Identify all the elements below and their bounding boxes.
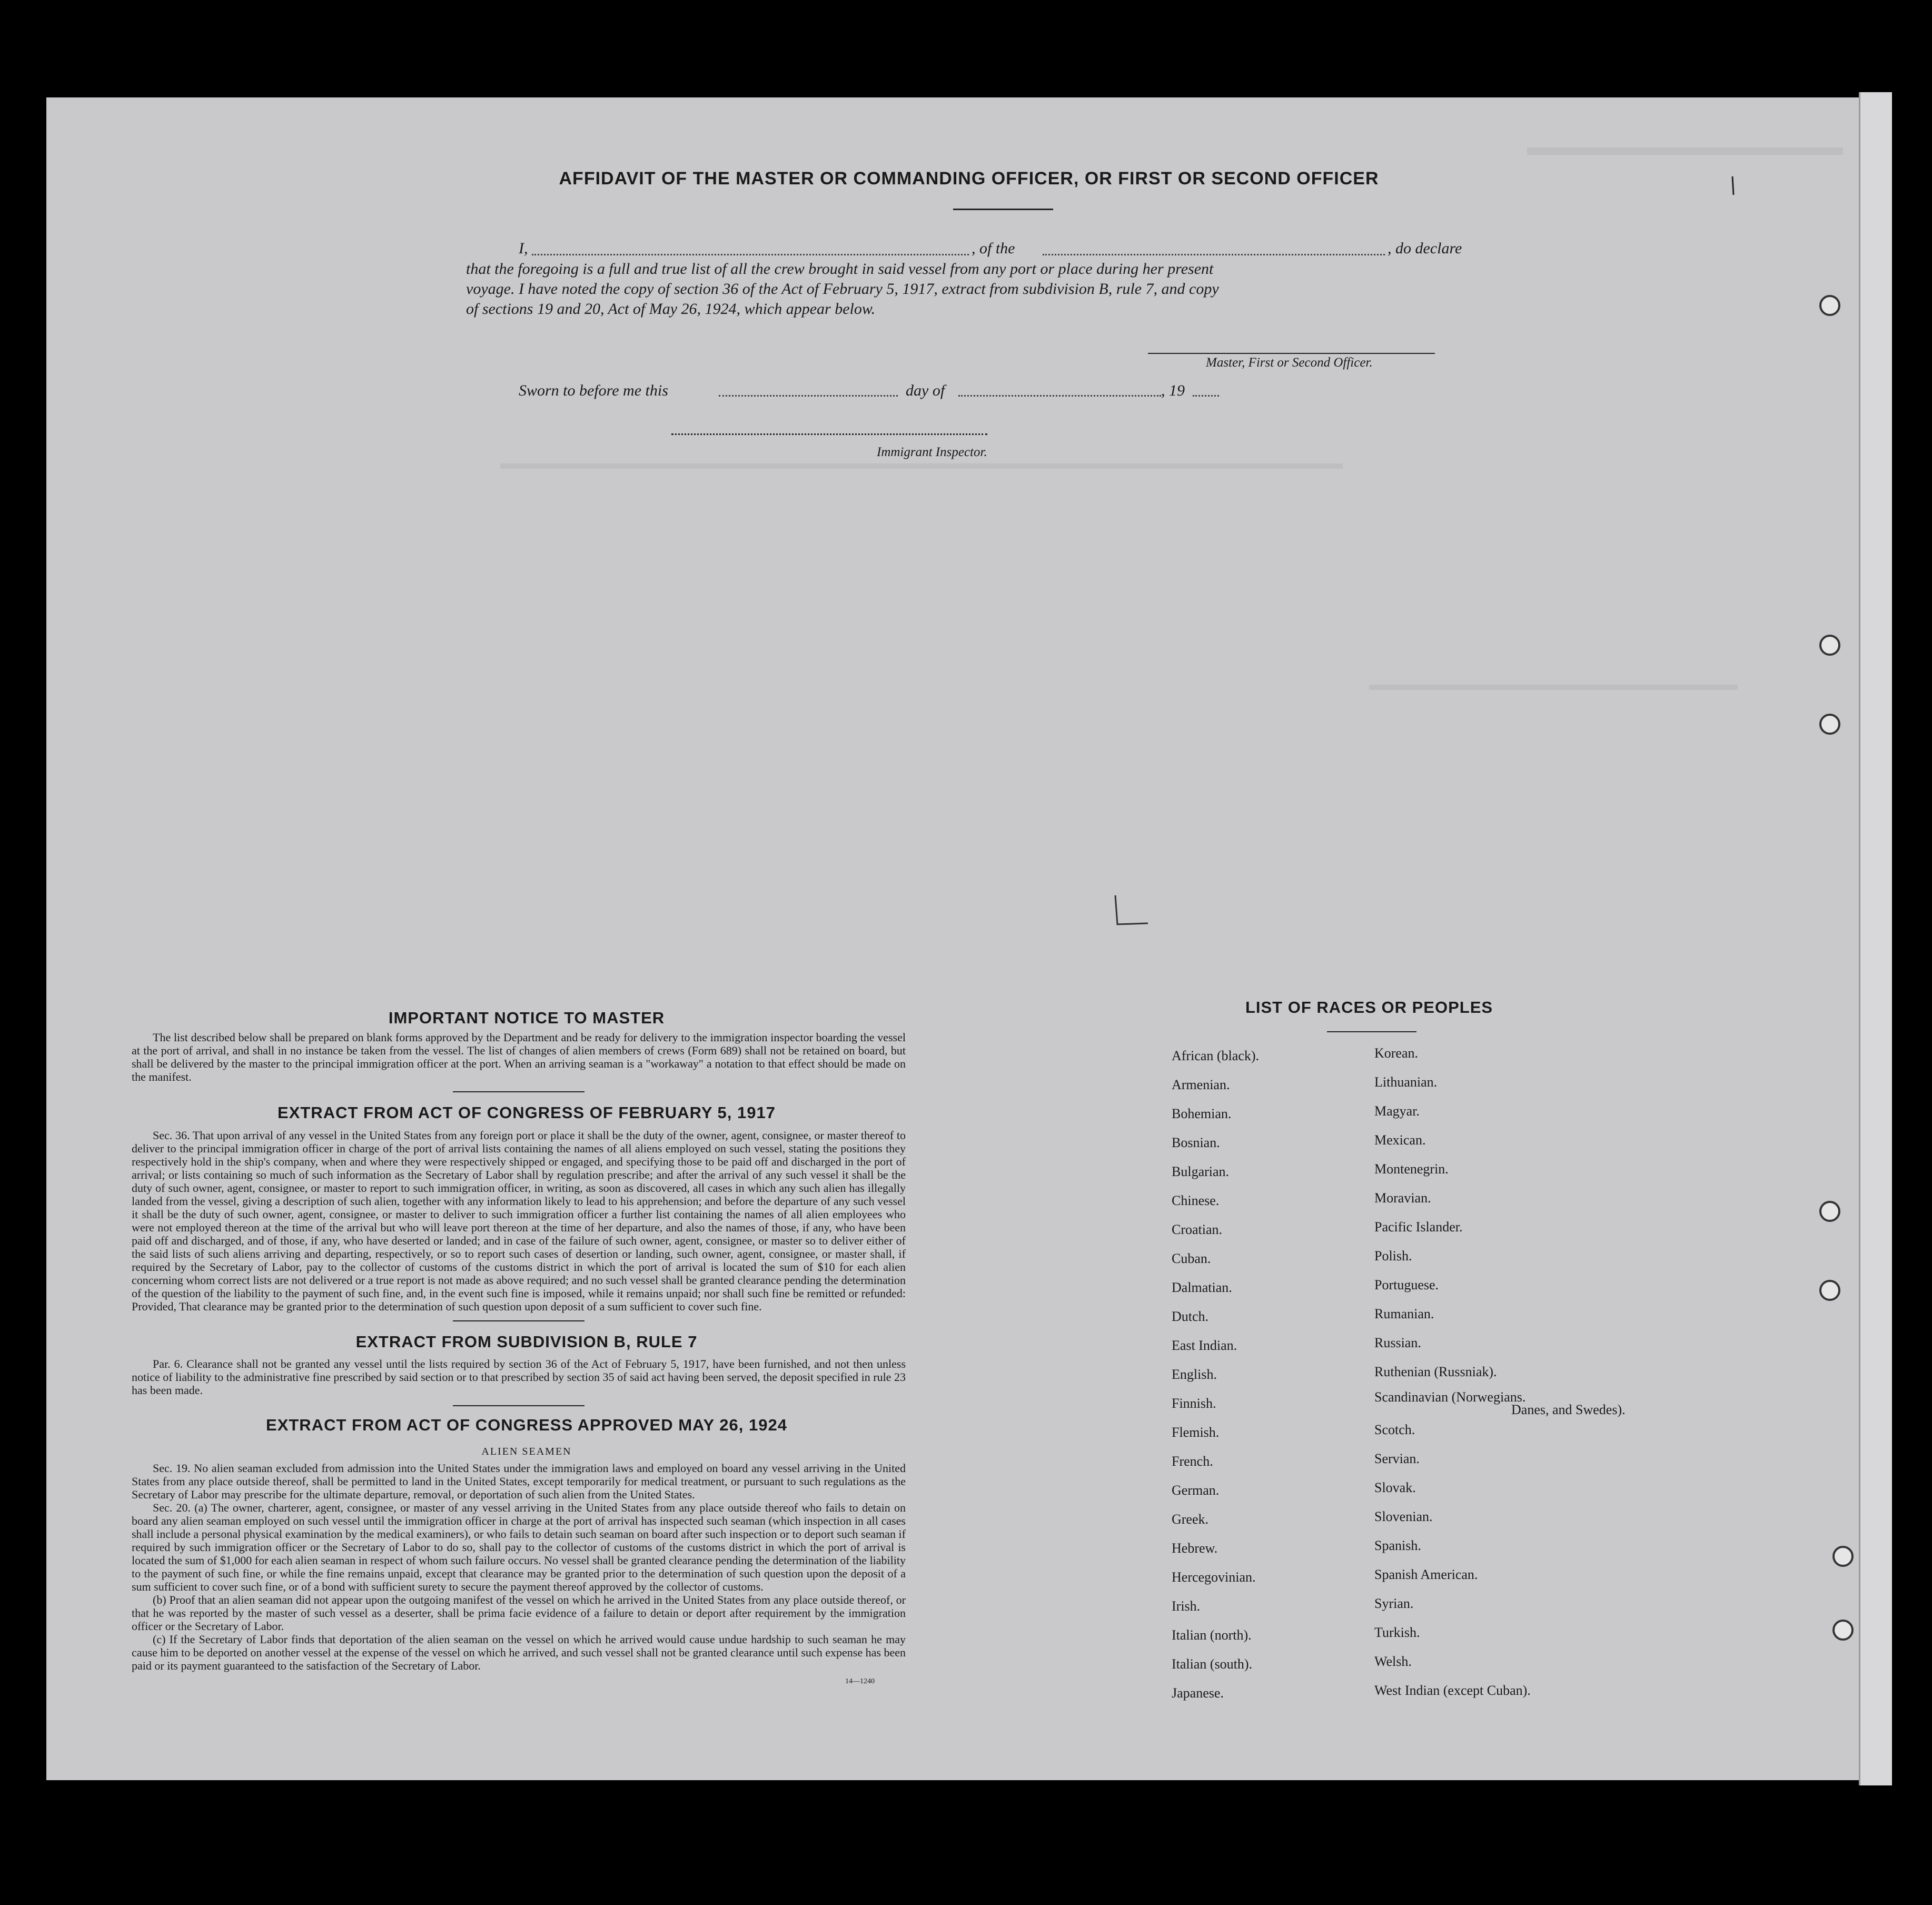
race-item: West Indian (except Cuban).: [1374, 1683, 1531, 1698]
notice-body: The list described below shall be prepared on blank forms approved by the Department and be ready for delivery to the immigration inspector boarding the vessel at the port of arrival, and shall in no instance be taken from the vessel. The list of changes of alien members of crews (Form 689) shall not be retained on board, but shall be delivered by the master to the principal immigration officer at the port. When an arriving seaman is a "workaway" a notation to that effect should be made on the manifest.: [132, 1031, 906, 1083]
title-underline: [953, 209, 1053, 210]
affidavit-i: I,: [519, 240, 528, 257]
punch-hole: [1832, 1620, 1854, 1641]
notice-title: IMPORTANT NOTICE TO MASTER: [388, 1009, 665, 1027]
race-item: African (black).: [1172, 1048, 1260, 1063]
section-divider: [453, 1320, 584, 1321]
punch-hole: [1819, 714, 1840, 735]
race-item: Turkish.: [1374, 1625, 1420, 1640]
year-blank[interactable]: [1193, 395, 1219, 397]
race-item: Korean.: [1374, 1045, 1419, 1061]
extract-1924-title: EXTRACT FROM ACT OF CONGRESS APPROVED MAY 26, 1924: [266, 1416, 787, 1434]
punch-hole: [1832, 1546, 1854, 1567]
section-20c-text: (c) If the Secretary of Labor finds that deportation of the alien seaman on the vessel on which he arrived would cause undue hardship to such seaman he may cause him to be deported on another vessel at the expense of the vessel on which he arrived, and such vessel shall not be granted clearance until such expense has been paid or its payment guaranteed to the satisfaction of the Secretary of Labor.: [132, 1633, 906, 1672]
race-item: Portuguese.: [1374, 1277, 1439, 1292]
section-19-text: Sec. 19. No alien seaman excluded from admission into the United States under the immigration laws and employed on board any vessel arriving in the United States from any place outside thereof, shall be permitted to land in the United States, except temporarily for medical treatment, or pursuant to such regulations as the Secretary of Labor may prescribe for the ultimate departure, removal, or deportation of such alien from the United States.: [132, 1462, 906, 1501]
race-item: Pacific Islander.: [1374, 1219, 1463, 1235]
race-item: Bohemian.: [1172, 1106, 1232, 1121]
master-signature-line[interactable]: [1148, 353, 1435, 354]
race-item: Dalmatian.: [1172, 1280, 1232, 1295]
day-of-text: day of: [906, 382, 945, 399]
race-item: Magyar.: [1374, 1103, 1420, 1119]
race-item: Dutch.: [1172, 1309, 1209, 1324]
day-blank[interactable]: [719, 395, 898, 397]
race-item: Hercegovinian.: [1172, 1570, 1256, 1585]
punch-hole: [1819, 295, 1840, 316]
race-item: Welsh.: [1374, 1654, 1412, 1669]
affidavit-do-declare: , do declare: [1388, 240, 1462, 257]
race-item: Servian.: [1374, 1451, 1420, 1466]
race-item: Russian.: [1374, 1335, 1421, 1350]
race-item: Croatian.: [1172, 1222, 1223, 1237]
race-item: Italian (south).: [1172, 1656, 1253, 1672]
race-item: Italian (north).: [1172, 1627, 1252, 1643]
race-item: Armenian.: [1172, 1077, 1230, 1092]
section-divider: [453, 1405, 584, 1406]
race-item: Cuban.: [1172, 1251, 1211, 1266]
extract-1917-title: EXTRACT FROM ACT OF CONGRESS OF FEBRUARY 5, 1917: [278, 1103, 776, 1122]
alien-seamen-subtitle: ALIEN SEAMEN: [481, 1446, 572, 1457]
race-item: Flemish.: [1172, 1425, 1220, 1440]
race-item: Chinese.: [1172, 1193, 1220, 1208]
race-item: Japanese.: [1172, 1685, 1224, 1701]
bleed-through-mark: [1527, 147, 1843, 155]
race-item-continuation: Danes, and Swedes).: [1511, 1402, 1626, 1417]
page-edge-strip: [1859, 92, 1892, 1785]
race-item: Spanish American.: [1374, 1567, 1478, 1582]
race-item: Bosnian.: [1172, 1135, 1220, 1150]
section-divider: [453, 1091, 584, 1092]
race-item: Rumanian.: [1374, 1306, 1434, 1321]
race-item: Syrian.: [1374, 1596, 1414, 1611]
race-item: Bulgarian.: [1172, 1164, 1230, 1179]
extract-1917-body: Sec. 36. That upon arrival of any vessel in the United States from any foreign port or place it shall be the duty of the owner, agent, consignee, or master thereof to deliver to the principal immigration officer in charge of the port of arrival lists containing the names of all aliens employed on such vessel, stating the positions they respectively hold in the ship's company, when and where they were respectively shipped or engaged, and specifying those to be paid off and discharged in the port of arrival; or lists containing so much of such information as the Secretary of Labor shall by regulation prescribe; and after the arrival of any such vessel it shall be the duty of such owner, agent, consignee, or master to report to such immigration officer, in writing, as soon as discovered, all cases in which any such alien has illegally landed from the vessel, giving a description of such alien, together with any information likely to lead to his apprehension; and before the departure of any such vessel it shall be the duty of such owner, agent, consignee, or master to deliver to such immigration officer a further list containing the names of all alien employees who were not employed thereon at the time of the arrival but who will leave port thereon at the time of her departure, and also the names of those, if any, who have been paid off and discharged, and of those, if any, who have deserted or landed; and in case of the failure of such owner, agent, consignee, or master so to deliver either of the said lists of such aliens arriving and departing, respectively, or so to report such cases of desertion or landing, such owner, agent, consignee, or master shall, if required by the Secretary of Labor, pay to the collector of customs of the customs district in which the port of arrival is located the sum of $10 for each alien concerning whom correct lists are not delivered or a true report is not made as above required; and no such vessel shall be granted clearance pending the determination of the question of the liability to the payment of such fine, and, in the event such fine is imposed, while it remains unpaid; nor shall such fine be remitted or refunded: Provided, That clearance may be granted prior to the determination of such question upon deposit of a sum sufficient to cover such fine.: [132, 1129, 906, 1313]
race-item: Ruthenian (Russniak).: [1374, 1364, 1497, 1379]
rule7-body: Par. 6. Clearance shall not be granted any vessel until the lists required by section 36 of the Act of February 5, 1917, have been furnished, and not then unless notice of liability to the administrative fine prescribed by said section or to that prescribed by section 35 of said act having been served, the deposit specified in rule 23 has been made.: [132, 1357, 906, 1397]
month-blank[interactable]: [958, 395, 1161, 397]
races-title: LIST OF RACES OR PEOPLES: [1245, 998, 1493, 1016]
section-20b-text: (b) Proof that an alien seaman did not appear upon the outgoing manifest of the vessel on which he arrived in the United States from any place outside thereof, or that he was reported by the master of such vessel as a deserter, shall be prima facie evidence of a failure to detain or deport after requirement by the immigration officer or the Secretary of Labor.: [132, 1593, 906, 1633]
race-item: Lithuanian.: [1374, 1074, 1438, 1090]
race-item: Slovak.: [1374, 1480, 1416, 1495]
punch-hole: [1819, 635, 1840, 656]
race-item: Slovenian.: [1374, 1509, 1433, 1524]
race-item: Finnish.: [1172, 1396, 1216, 1411]
inspector-signature-line[interactable]: [671, 433, 987, 435]
affidavit-body-line: voyage. I have noted the copy of section 36 of the Act of February 5, 1917, extract from subdivision B, rule 7, and copy: [466, 280, 1219, 298]
affidavit-title: AFFIDAVIT OF THE MASTER OR COMMANDING OFFICER, OR FIRST OR SECOND OFFICER: [559, 169, 1379, 189]
race-item: Hebrew.: [1172, 1541, 1218, 1556]
section-20a-text: Sec. 20. (a) The owner, charterer, agent, consignee, or master of any vessel arriving in the United States from any place outside thereof who fails to detain on board any alien seaman employed on such vessel until the immigration officer in charge at the port of arrival has inspected such seaman (which inspection in all cases shall include a personal physical examination by the medical examiners), or who fails to detain such seaman on board after such inspection or to deport such seaman if required by such immigration officer or the Secretary of Labor to do so, shall pay to the collector of customs of the customs district in which the port of arrival is located the sum of $1,000 for each alien seaman in respect of whom such failure occurs. No vessel shall be granted clearance pending the determination of the liability to the payment of such fine, or while the fine remains unpaid, except that clearance may be granted prior to the determination of such question upon the deposit of a sum sufficient to cover such fine, or of a bond with sufficient surety to secure the payment thereof approved by the collector of customs.: [132, 1501, 906, 1593]
punch-hole: [1819, 1280, 1840, 1301]
race-item: Greek.: [1172, 1512, 1209, 1527]
inspector-label: Immigrant Inspector.: [877, 445, 987, 459]
extract-1924-body: [132, 1462, 906, 1672]
race-item: German.: [1172, 1483, 1220, 1498]
vessel-blank[interactable]: [1043, 254, 1385, 255]
race-item: Moravian.: [1374, 1190, 1431, 1206]
race-item: Spanish.: [1374, 1538, 1421, 1553]
pencil-mark: [1111, 893, 1153, 930]
affidavit-body-line: of sections 19 and 20, Act of May 26, 1924, which appear below.: [466, 300, 876, 318]
race-item: Scandinavian (Norwegians.: [1374, 1389, 1526, 1405]
year-prefix: , 19: [1161, 382, 1185, 399]
races-underline: [1327, 1031, 1416, 1032]
name-blank[interactable]: [532, 254, 969, 255]
master-label: Master, First or Second Officer.: [1206, 356, 1373, 370]
affidavit-body: [466, 259, 1474, 319]
race-item: English.: [1172, 1367, 1217, 1382]
pencil-mark: [1727, 174, 1738, 200]
race-item: East Indian.: [1172, 1338, 1237, 1353]
affidavit-body-line: that the foregoing is a full and true list of all the crew brought in said vessel from any port or place during her present: [466, 260, 1214, 278]
bleed-through-mark: [500, 463, 1343, 469]
race-item: Polish.: [1374, 1248, 1412, 1264]
race-item: Montenegrin.: [1374, 1161, 1449, 1177]
race-item: French.: [1172, 1454, 1213, 1469]
punch-hole: [1819, 1201, 1840, 1222]
affidavit-of-the: , of the: [972, 240, 1015, 257]
sworn-text: Sworn to before me this: [519, 382, 668, 399]
race-item: Mexican.: [1374, 1132, 1426, 1148]
form-number: 14—1240: [845, 1677, 875, 1685]
bleed-through-mark: [1369, 685, 1738, 690]
rule7-title: EXTRACT FROM SUBDIVISION B, RULE 7: [355, 1332, 698, 1351]
race-item: Irish.: [1172, 1598, 1201, 1614]
race-item: Scotch.: [1374, 1422, 1415, 1437]
